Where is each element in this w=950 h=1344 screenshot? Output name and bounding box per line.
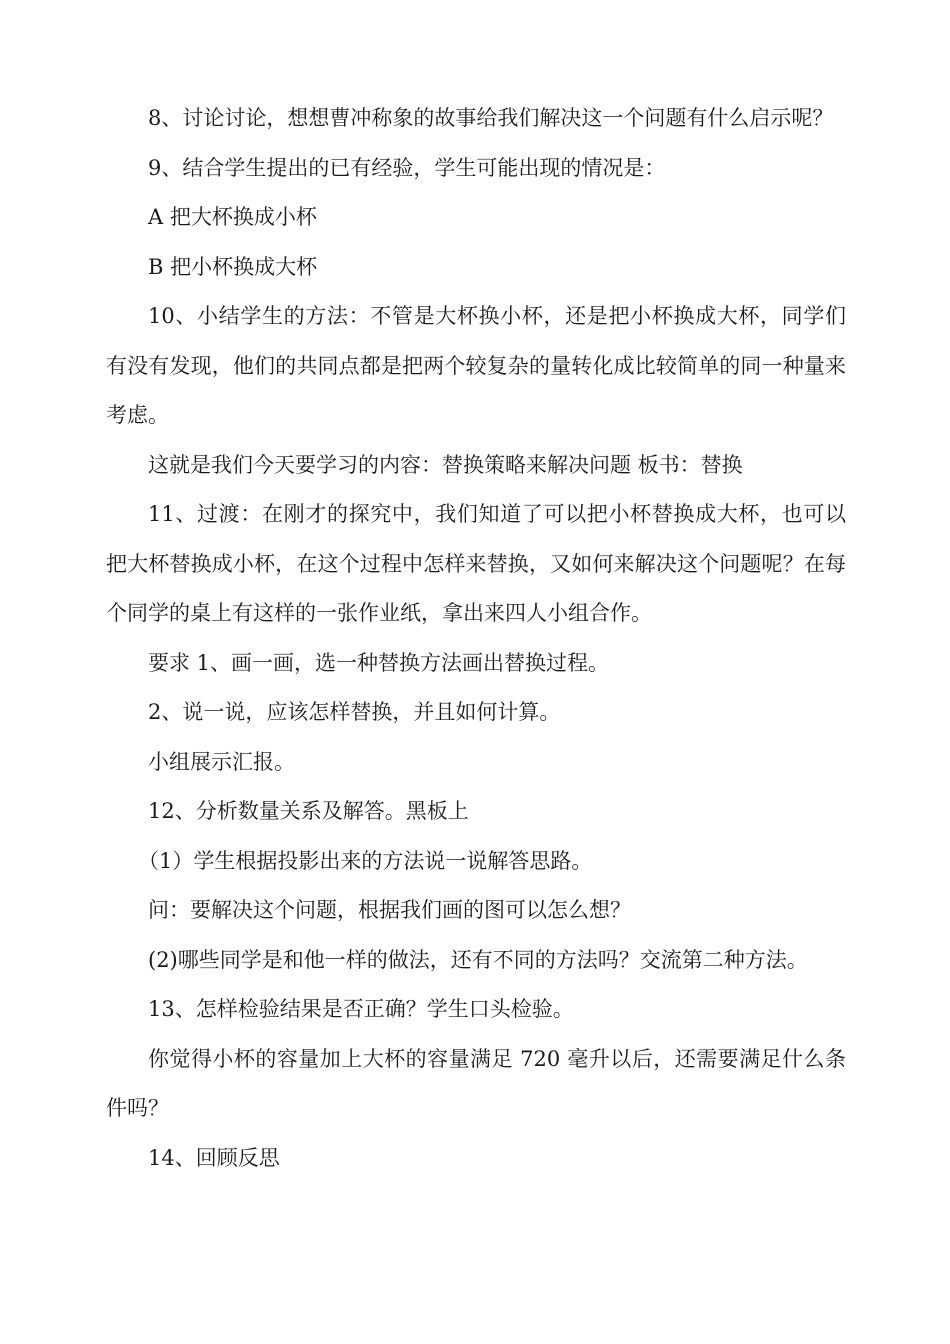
paragraph-option-a: A 把大杯换成小杯 <box>148 205 317 229</box>
paragraph-requirement-2: 2、说一说，应该怎样替换，并且如何计算。 <box>148 700 561 724</box>
paragraph-item-14: 14、回顾反思 <box>148 1145 280 1170</box>
paragraph-question: 问：要解决这个问题，根据我们画的图可以怎么想？ <box>148 898 631 922</box>
paragraph-item-11: 11、过渡：在刚才的探究中，我们知道了可以把小杯替换成大杯，也可以把大杯替换成小杯，在这个过程中怎样来替换，又如何来解决这个问题呢？在每个同学的桌上有这样的一张作业纸，拿出来四人小组合作。 <box>106 502 846 625</box>
paragraph-item-10: 10、小结学生的方法：不管是大杯换小杯，还是把小杯换成大杯，同学们有没有发现，他们的共同点都是把两个较复杂的量转化成比较简单的同一种量来考虑。 <box>106 304 846 427</box>
document-body <box>106 94 846 1183</box>
paragraph-sub-2: (2)哪些同学是和他一样的做法，还有不同的方法吗？交流第二种方法。 <box>148 947 808 972</box>
paragraph-topic: 这就是我们今天要学习的内容：替换策略来解决问题 板书：替换 <box>148 452 743 477</box>
paragraph-item-8: 8、讨论讨论，想想曹冲称象的故事给我们解决这一个问题有什么启示呢？ <box>148 106 834 130</box>
paragraph-item-12: 12、分析数量关系及解答。黑板上 <box>148 799 469 823</box>
paragraph-group-report: 小组展示汇报。 <box>148 749 295 774</box>
paragraph-condition: 你觉得小杯的容量加上大杯的容量满足 720 毫升以后，还需要满足什么条件吗？ <box>106 1046 846 1120</box>
paragraph-requirement-1: 要求 1、画一画，选一种替换方法画出替换过程。 <box>148 650 610 675</box>
paragraph-item-9: 9、结合学生提出的已有经验，学生可能出现的情况是： <box>148 155 666 180</box>
paragraph-item-13: 13、怎样检验结果是否正确？学生口头检验。 <box>148 997 574 1021</box>
paragraph-sub-1: （1）学生根据投影出来的方法说一说解答思路。 <box>138 848 593 873</box>
paragraph-option-b: B 把小杯换成大杯 <box>148 254 318 279</box>
